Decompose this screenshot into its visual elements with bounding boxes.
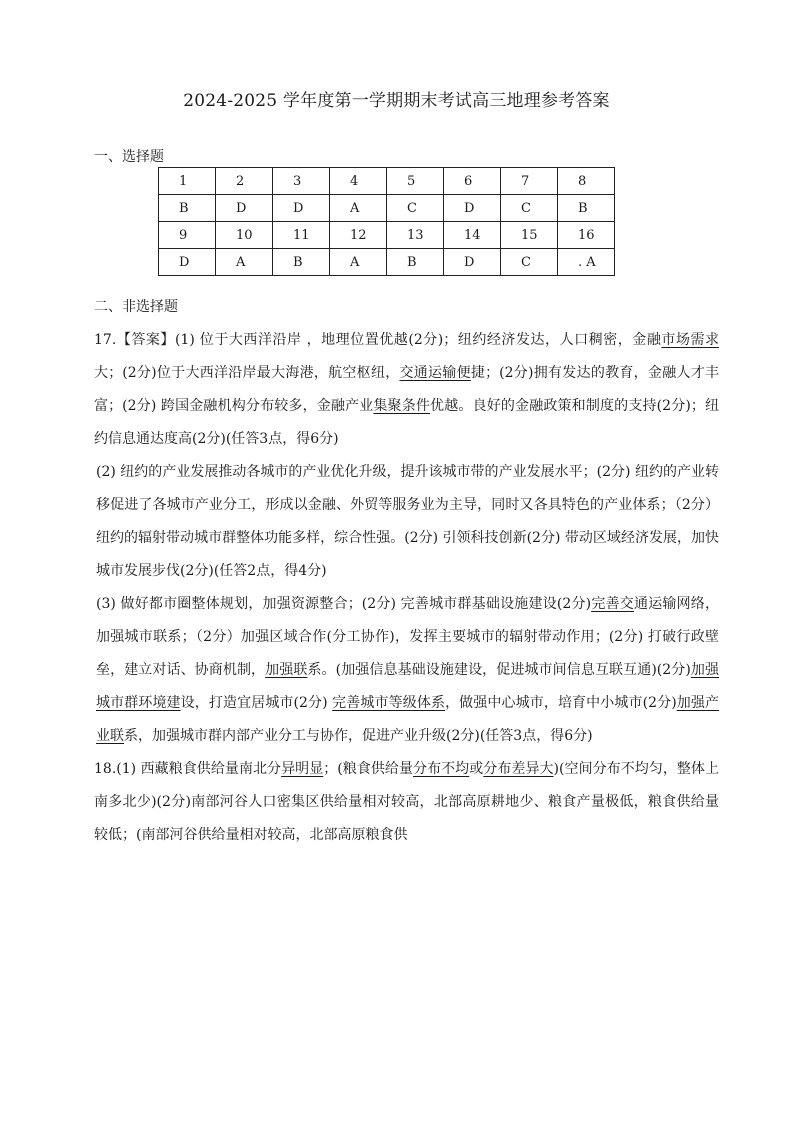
table-cell: D (444, 195, 501, 222)
table-cell: D (444, 249, 501, 276)
table-cell: 15 (501, 222, 558, 249)
answer-body (94, 324, 719, 852)
table-cell: B (159, 195, 216, 222)
q17-part3: (3) 做好都市圈整体规划，加强资源整合；(2分) 完善城市群基础设施建设(2分)完善交通运输网络，加强城市联系；（2分）加强区域合作(分工协作)，发挥主要城市的辐射带动作用；(2分) 打破行政壁垒，建立对话、协商机制，加强联系。(加强信息基础设施建设，促进城市间信息互联互通)(2分)加强城市群环境建设，打造宜居城市(2分) 完善城市等级体系，做强中心城市，培育中小城市(2分)加强产业联系，加强城市群内部产业分工与协作，促进产业升级(2分)(任答3点，得6分) (96, 596, 720, 744)
table-cell: 11 (273, 222, 330, 249)
table-cell: 10 (216, 222, 273, 249)
table-row (159, 249, 615, 276)
table-cell: D (273, 195, 330, 222)
table-cell: 5 (387, 168, 444, 195)
table-cell: A (216, 249, 273, 276)
table-cell: 9 (159, 222, 216, 249)
table-cell: A (330, 249, 387, 276)
table-cell: B (558, 195, 615, 222)
table-row (159, 168, 615, 195)
table-cell: 3 (273, 168, 330, 195)
table-cell: D (216, 195, 273, 222)
table-cell: C (387, 195, 444, 222)
section-heading-choice: 一、选择题 (94, 149, 164, 165)
table-cell: 4 (330, 168, 387, 195)
page-title: 2024-2025 学年度第一学期期末考试高三地理参考答案 (183, 91, 610, 111)
table-row (159, 222, 615, 249)
answer-table (158, 167, 615, 276)
q17-part2: (2) 纽约的产业发展推动各城市的产业优化升级，提升该城市带的产业发展水平；(2分) 纽约的产业转移促进了各城市产业分工，形成以金融、外贸等服务业为主导，同时又各具特色的产业体系；（2分）纽约的辐射带动城市群整体功能多样，综合性强。(2分) 引领科技创新(2分) 带动区域经济发展，加快城市发展步伐(2分)(任答2点，得4分) (96, 464, 719, 579)
table-cell: B (387, 249, 444, 276)
table-cell: 8 (558, 168, 615, 195)
table-cell: 12 (330, 222, 387, 249)
table-cell: A (330, 195, 387, 222)
table-row (159, 195, 615, 222)
table-cell: C (501, 249, 558, 276)
table-cell: 1 (159, 168, 216, 195)
table-cell: D (159, 249, 216, 276)
table-cell: . A (558, 249, 615, 276)
table-cell: B (273, 249, 330, 276)
table-cell: 13 (387, 222, 444, 249)
section-heading-nonchoice: 二、非选择题 (94, 299, 178, 315)
table-cell: 2 (216, 168, 273, 195)
q17-part1: 17.【答案】(1) 位于大西洋沿岸 ，地理位置优越(2分)；纽约经济发达，人口稠密，金融市场需求大；(2分)位于大西洋沿岸最大海港，航空枢纽，交通运输便捷；(2分)拥有发达的教育，金融人才丰富；(2分) 跨国金融机构分布较多，金融产业集聚条件优越。良好的金融政策和制度的支持(2分)；纽约信息通达度高(2分)(任答3点，得6分) (94, 332, 720, 447)
table-cell: C (501, 195, 558, 222)
table-cell: 14 (444, 222, 501, 249)
table-cell: 16 (558, 222, 615, 249)
table-cell: 7 (501, 168, 558, 195)
table-cell: 6 (444, 168, 501, 195)
q18-part1: 18.(1) 西藏粮食供给量南北分异明显；(粮食供给量分布不均或分布差异大)(空间分布不均匀，整体上南多北少)(2分)南部河谷人口密集区供给量相对较高，北部高原耕地少、粮食产量极低，粮食供给量较低；(南部河谷供给量相对较高，北部高原粮食供 (94, 761, 720, 843)
